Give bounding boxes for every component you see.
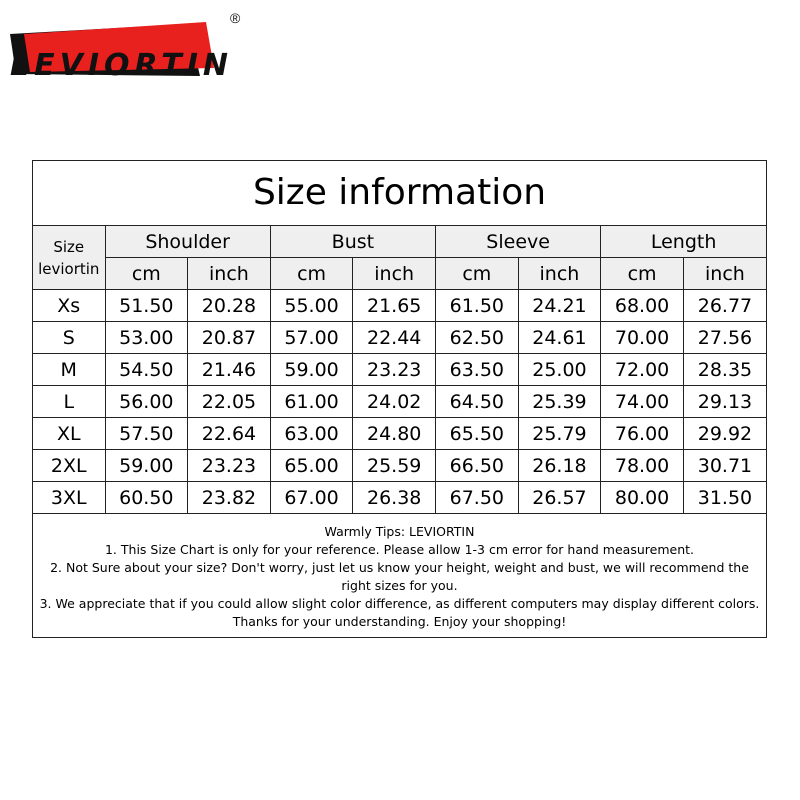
measurement-cell: 68.00 [601, 290, 684, 322]
measurement-cell: 72.00 [601, 354, 684, 386]
unit-header: inch [353, 258, 436, 290]
unit-header: cm [105, 258, 188, 290]
measurement-cell: 26.77 [683, 290, 766, 322]
unit-header: cm [270, 258, 353, 290]
measurement-cell: 20.28 [188, 290, 271, 322]
brand-logo [10, 10, 250, 88]
measurement-cell: 25.39 [518, 386, 601, 418]
measurement-cell: 26.18 [518, 450, 601, 482]
measurement-cell: 29.13 [683, 386, 766, 418]
size-label-cell: XL [33, 418, 105, 450]
measurement-cell: 63.50 [436, 354, 519, 386]
measurement-cell: 80.00 [601, 482, 684, 514]
measurement-cell: 57.00 [270, 322, 353, 354]
unit-header: cm [601, 258, 684, 290]
tip-line-4: Thanks for your understanding. Enjoy your shopping! [232, 614, 567, 629]
size-table [33, 226, 766, 514]
measurement-cell: 23.82 [188, 482, 271, 514]
measurement-cell: 25.00 [518, 354, 601, 386]
measurement-cell: 63.00 [270, 418, 353, 450]
measurement-cell: 76.00 [601, 418, 684, 450]
measurement-cell: 74.00 [601, 386, 684, 418]
size-row [33, 450, 766, 482]
measurement-cell: 27.56 [683, 322, 766, 354]
tips-heading: Warmly Tips: LEVIORTIN [324, 524, 475, 539]
measurement-cell: 60.50 [105, 482, 188, 514]
measurement-cell: 22.44 [353, 322, 436, 354]
measurement-cell: 66.50 [436, 450, 519, 482]
measurement-cell: 56.00 [105, 386, 188, 418]
measurement-cell: 24.21 [518, 290, 601, 322]
size-row [33, 386, 766, 418]
unit-header: inch [518, 258, 601, 290]
measurement-cell: 65.00 [270, 450, 353, 482]
measurement-cell: 59.00 [270, 354, 353, 386]
size-label-cell: Xs [33, 290, 105, 322]
logo-text: LEVIORTIN [10, 48, 233, 83]
unit-header: inch [188, 258, 271, 290]
group-header-length: Length [601, 226, 766, 258]
measurement-cell: 67.00 [270, 482, 353, 514]
measurement-cell: 29.92 [683, 418, 766, 450]
measurement-cell: 30.71 [683, 450, 766, 482]
size-label-cell: S [33, 322, 105, 354]
measurement-cell: 20.87 [188, 322, 271, 354]
size-column-header [33, 226, 105, 290]
measurement-cell: 53.00 [105, 322, 188, 354]
measurement-cell: 25.79 [518, 418, 601, 450]
measurement-cell: 22.64 [188, 418, 271, 450]
measurement-cell: 22.05 [188, 386, 271, 418]
measurement-cell: 65.50 [436, 418, 519, 450]
size-label-cell: 2XL [33, 450, 105, 482]
measurement-cell: 24.02 [353, 386, 436, 418]
measurement-cell: 21.65 [353, 290, 436, 322]
tip-line-3: 3. We appreciate that if you could allow slight color difference, as different computers may display different colors. [39, 596, 760, 611]
group-header-row [33, 226, 766, 258]
tip-line-2: 2. Not Sure about your size? Don't worry, just let us know your height, weight and bust, we will recommend the right sizes for you. [50, 560, 749, 593]
warm-tips [33, 514, 766, 631]
measurement-cell: 57.50 [105, 418, 188, 450]
measurement-cell: 26.38 [353, 482, 436, 514]
size-header-line2: leviortin [38, 259, 100, 278]
measurement-cell: 28.35 [683, 354, 766, 386]
measurement-cell: 51.50 [105, 290, 188, 322]
measurement-cell: 78.00 [601, 450, 684, 482]
chart-title: Size information [33, 161, 766, 226]
measurement-cell: 21.46 [188, 354, 271, 386]
size-label-cell: 3XL [33, 482, 105, 514]
unit-header: inch [683, 258, 766, 290]
measurement-cell: 55.00 [270, 290, 353, 322]
measurement-cell: 61.00 [270, 386, 353, 418]
size-label-cell: L [33, 386, 105, 418]
registered-mark: ® [230, 10, 241, 26]
measurement-cell: 64.50 [436, 386, 519, 418]
size-label-cell: M [33, 354, 105, 386]
tip-line-1: 1. This Size Chart is only for your reference. Please allow 1-3 cm error for hand measurement. [104, 542, 694, 557]
measurement-cell: 24.61 [518, 322, 601, 354]
measurement-cell: 25.59 [353, 450, 436, 482]
measurement-cell: 54.50 [105, 354, 188, 386]
size-chart [32, 160, 767, 638]
measurement-cell: 26.57 [518, 482, 601, 514]
unit-header: cm [436, 258, 519, 290]
unit-header-row [33, 258, 766, 290]
size-row [33, 482, 766, 514]
measurement-cell: 70.00 [601, 322, 684, 354]
size-row [33, 290, 766, 322]
measurement-cell: 31.50 [683, 482, 766, 514]
measurement-cell: 62.50 [436, 322, 519, 354]
measurement-cell: 24.80 [353, 418, 436, 450]
measurement-cell: 61.50 [436, 290, 519, 322]
measurement-cell: 23.23 [188, 450, 271, 482]
measurement-cell: 23.23 [353, 354, 436, 386]
measurement-cell: 59.00 [105, 450, 188, 482]
group-header-bust: Bust [270, 226, 435, 258]
size-row [33, 418, 766, 450]
group-header-shoulder: Shoulder [105, 226, 270, 258]
measurement-cell: 67.50 [436, 482, 519, 514]
size-header-line1: Size [53, 237, 85, 256]
group-header-sleeve: Sleeve [436, 226, 601, 258]
size-row [33, 354, 766, 386]
size-row [33, 322, 766, 354]
